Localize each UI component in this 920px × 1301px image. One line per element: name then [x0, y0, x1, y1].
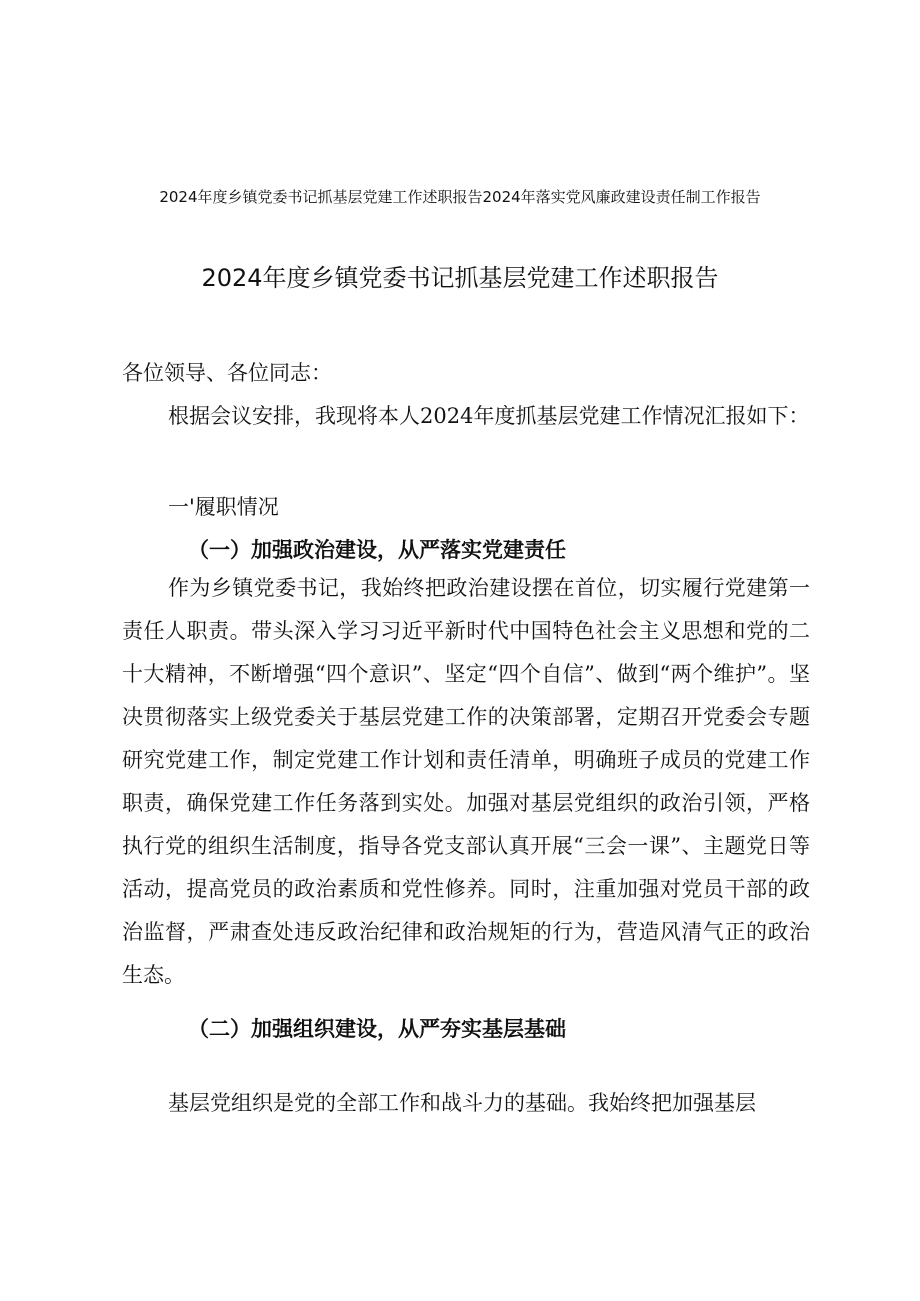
document-header-line: 2024年度乡镇党委书记抓基层党建工作述职报告2024年落实党风廉政建设责任制工作报告: [159, 188, 761, 206]
document-title: 2024年度乡镇党委书记抓基层党建工作述职报告: [201, 264, 719, 292]
subsection-heading-political: （一）加强政治建设，从严落实党建责任: [188, 537, 566, 562]
subsection-heading-organizational: （二）加强组织建设，从严夯实基层基础: [188, 1016, 566, 1041]
political-construction-paragraph: 作为乡镇党委书记，我始终把政治建设摆在首位，切实履行党建第一责任人职责。带头深入学习习近平新时代中国特色社会主义思想和党的二十大精神，不断增强“四个意识”、坚定“四个自信”、做到“两个维护”。坚决贯彻落实上级党委关于基层党建工作的决策部署，定期召开党委会专题研究党建工作，制定党建工作计划和责任清单，明确班子成员的党建工作职责，确保党建工作任务落到实处。加强对基层党组织的政治引领，严格执行党的组织生活制度，指导各党支部认真开展“三会一课”、主题党日等活动，提高党员的政治素质和党性修养。同时，注重加强对党员干部的政治监督，严肃查处违反政治纪律和政治规矩的行为，营造风清气正的政治生态。: [122, 576, 810, 987]
intro-paragraph: 根据会议安排，我现将本人2024年度抓基层党建工作情况汇报如下：: [168, 404, 810, 428]
section-heading-performance: 一'履职情况: [168, 495, 279, 519]
salutation: 各位领导、各位同志：: [122, 361, 332, 385]
organizational-construction-paragraph: 基层党组织是党的全部工作和战斗力的基础。我始终把加强基层: [168, 1091, 756, 1115]
